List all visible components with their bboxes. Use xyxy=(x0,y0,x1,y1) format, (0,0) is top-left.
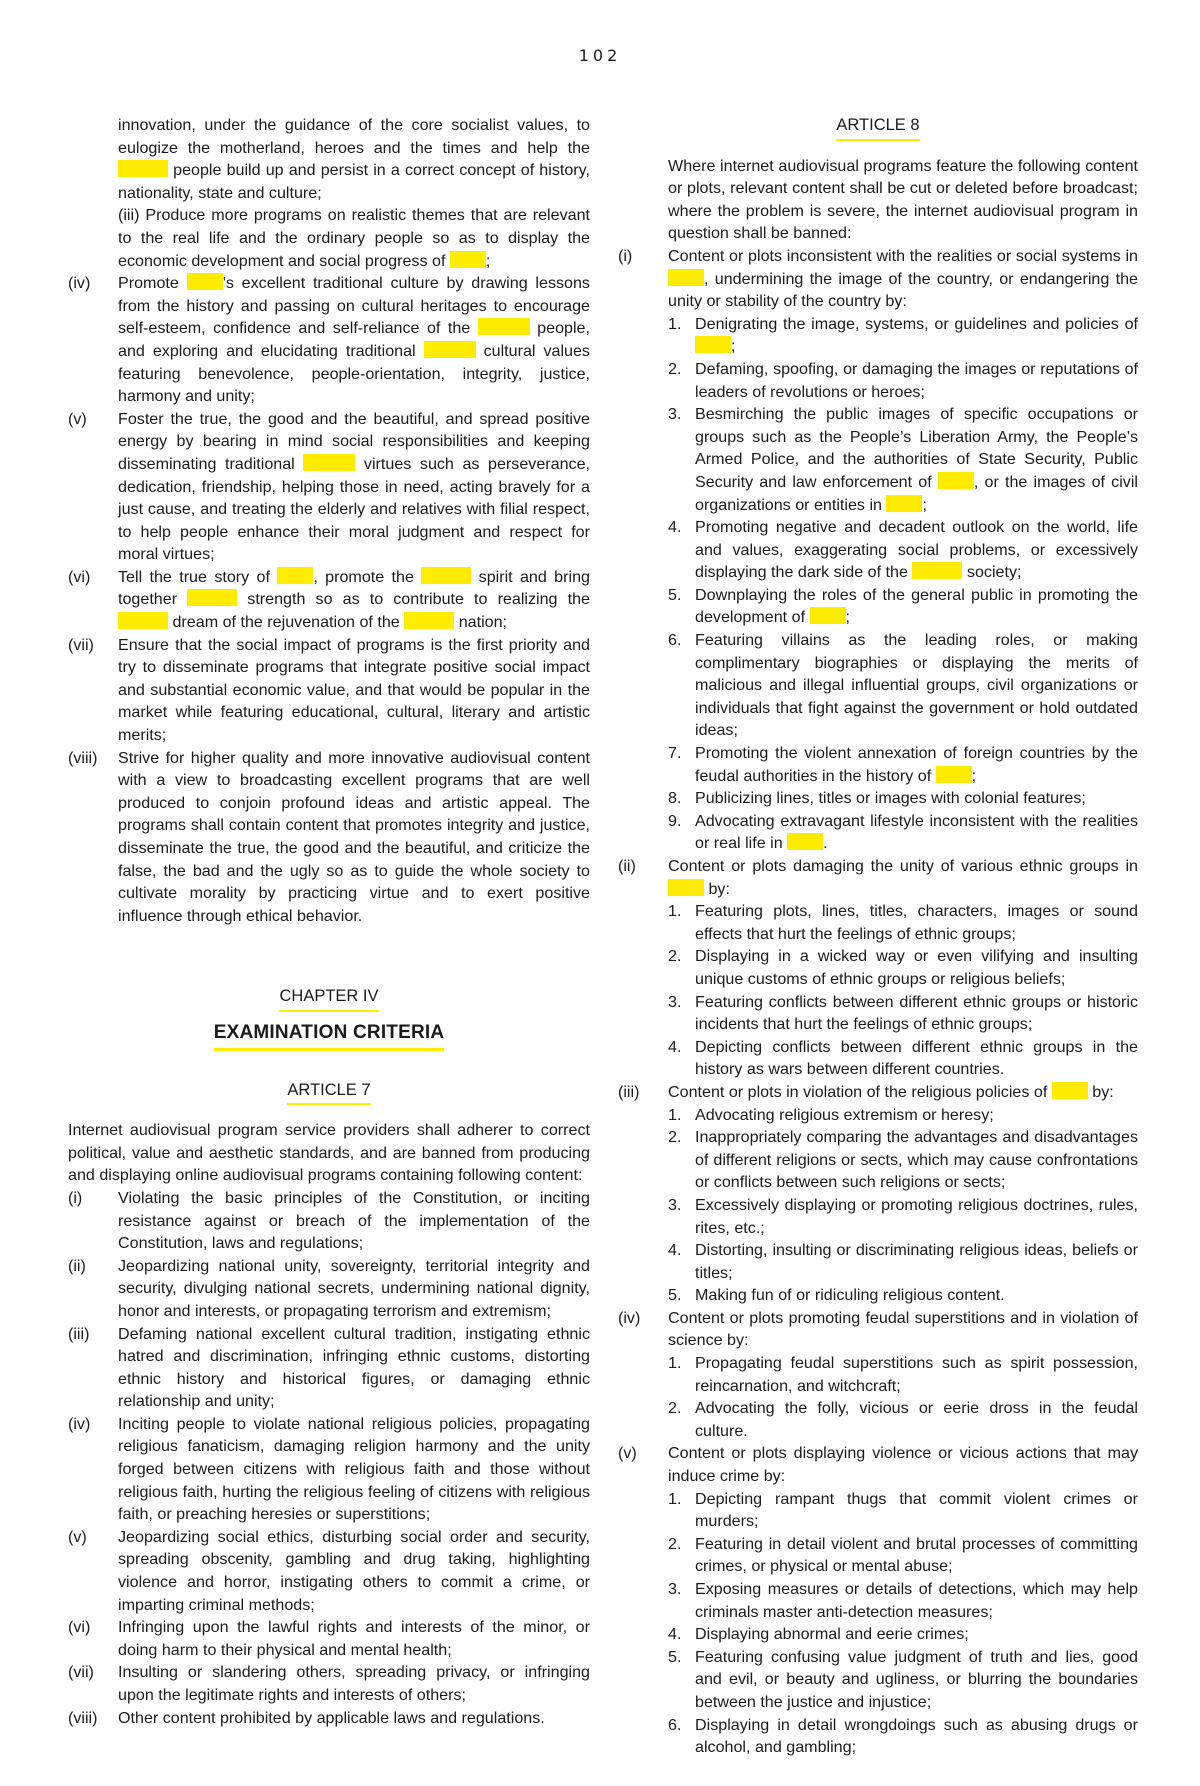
sub-item xyxy=(668,991,1138,1036)
redaction-highlight xyxy=(695,336,731,353)
continued-item-ii xyxy=(118,114,590,204)
text: Content or plots in violation of the religious policies of xyxy=(668,1082,1048,1101)
list-item-viii xyxy=(68,747,590,928)
item-number: (viii) xyxy=(68,748,98,767)
sub-number: 2. xyxy=(668,1128,682,1147)
item-number: (vii) xyxy=(68,1663,94,1682)
text: , promote the xyxy=(313,567,414,586)
sub-number: 6. xyxy=(668,1715,682,1734)
item-text: Infringing upon the lawful rights and interests of the minor, or doing harm to their physical and mental health; xyxy=(118,1618,590,1659)
text: , undermining the image of the country, or endangering the unity or stability of the country by: xyxy=(668,269,1138,311)
item-text xyxy=(668,245,1138,313)
sub-text: Advocating the folly, vicious or eerie dross in the feudal culture. xyxy=(695,1399,1138,1440)
text: Downplaying the roles of the general public in promoting the development of xyxy=(695,585,1138,627)
redaction-highlight xyxy=(450,251,486,268)
redaction-highlight xyxy=(1052,1082,1088,1099)
sub-number: 3. xyxy=(668,992,682,1011)
article-8-item-ii xyxy=(618,855,1138,900)
item-text: Content or plots displaying violence or vicious actions that may induce crime by: xyxy=(668,1444,1138,1486)
article-8-item-iv xyxy=(618,1307,1138,1352)
article-7-title xyxy=(68,1079,590,1106)
text: ; xyxy=(971,766,977,785)
text: Promote xyxy=(118,274,179,293)
left-column xyxy=(68,114,590,1729)
sub-number: 6. xyxy=(668,631,682,650)
sub-text xyxy=(695,742,1138,787)
redaction-highlight xyxy=(810,607,846,624)
text: people, and exploring and elucidating traditional xyxy=(118,319,590,360)
redaction-highlight xyxy=(404,612,454,629)
sub-item xyxy=(668,629,1138,742)
sub-number: 2. xyxy=(668,1399,682,1418)
sub-number: 1. xyxy=(668,1354,682,1373)
article-7-item xyxy=(68,1255,590,1323)
article-title-text: ARTICLE 8 xyxy=(836,114,919,141)
sub-item xyxy=(668,787,1138,810)
sub-text xyxy=(695,516,1138,584)
redaction-highlight xyxy=(421,567,471,584)
sub-text: Displaying in detail wrongdoings such as abusing drugs or alcohol, and gambling; xyxy=(695,1715,1138,1757)
article-title-text: ARTICLE 7 xyxy=(287,1079,370,1106)
sub-item xyxy=(668,810,1138,855)
sub-item xyxy=(668,584,1138,629)
sub-number: 5. xyxy=(668,585,682,604)
text: Advocating extravagant lifestyle inconsistent with the realities or real life in xyxy=(695,811,1138,853)
item-number: (iv) xyxy=(618,1308,641,1327)
sub-item xyxy=(668,1646,1138,1714)
chapter-title-text: EXAMINATION CRITERIA xyxy=(214,1022,445,1051)
text: innovation, under the guidance of the core socialist values, to eulogize the motherland, heroes and the times and help the xyxy=(118,116,590,157)
item-text: Strive for higher quality and more innovative audiovisual content with a view to broadcasting excellent programs that are well produced to conjoin profound ideas and artistic appeal. The programs shall contain content that promotes integrity and justice, disseminate the true, the good and the beautiful, and criticize the false, the bad and the ugly so as to guide the whole society to cultivate morality by practicing virtue and to exert positive influence through ethical behavior. xyxy=(118,748,590,925)
sub-number: 5. xyxy=(668,1647,682,1666)
item-text xyxy=(668,855,1138,900)
item-text xyxy=(118,272,590,408)
sub-text: Distorting, insulting or discriminating religious ideas, beliefs or titles; xyxy=(695,1241,1138,1282)
text: Tell the true story of xyxy=(118,567,270,586)
spacer xyxy=(68,1012,590,1022)
item-text: Jeopardizing social ethics, disturbing social order and security, spreading obscenity, gambling and drug taking, highlighting violence and horror, instigating others to commit a crime, or imparting criminal methods; xyxy=(118,1527,590,1614)
item-number: (i) xyxy=(68,1188,83,1207)
redaction-highlight xyxy=(938,472,974,489)
text: people build up and persist in a correct concept of history, nationality, state and culture; xyxy=(118,161,590,202)
item-text: Other content prohibited by applicable laws and regulations. xyxy=(118,1708,545,1727)
sub-item xyxy=(668,1126,1138,1194)
sub-item xyxy=(668,358,1138,403)
text: spirit and bring together xyxy=(118,567,590,609)
item-text: Violating the basic principles of the Constitution, or inciting resistance against or breach of the implementation of the Constitution, laws and regulations; xyxy=(118,1188,590,1253)
article-7-item xyxy=(68,1187,590,1255)
text: ; xyxy=(845,608,851,627)
sub-text: Advocating religious extremism or heresy; xyxy=(695,1105,994,1124)
sub-item xyxy=(668,945,1138,990)
item-number: (iii) xyxy=(68,1324,90,1343)
item-text: Defaming national excellent cultural tradition, instigating ethnic hatred and discrimination, infringing ethnic customs, distorting ethnic history and historical figures, or damaging ethnic relationship and unity; xyxy=(118,1324,590,1411)
item-number: (ii) xyxy=(68,1256,86,1275)
article-7-item xyxy=(68,1323,590,1413)
article-8-intro: Where internet audiovisual programs feature the following content or plots, relevant content shall be cut or deleted before broadcast; where the problem is severe, the internet audiovisual program in question shall be banned: xyxy=(668,156,1138,243)
sub-item xyxy=(668,1194,1138,1239)
list-item-v xyxy=(68,408,590,566)
sub-item xyxy=(668,1352,1138,1397)
article-7-item xyxy=(68,1526,590,1616)
spacer xyxy=(68,927,590,985)
sub-text xyxy=(695,810,1138,855)
text: virtues such as perseverance, dedication, friendship, helping those in need, acting bravely for a just cause, and treating the elderly and relatives with filial respect, to help people enhance their moral judgment and respect for moral virtues; xyxy=(118,454,591,564)
text: cultural values featuring benevolence, people-orientation, integrity, justice, harmony and unity; xyxy=(118,341,590,406)
redaction-highlight xyxy=(277,567,313,584)
text: Content or plots damaging the unity of various ethnic groups in xyxy=(668,857,1138,875)
sub-item xyxy=(668,516,1138,584)
item-text xyxy=(118,566,590,634)
text: , or the images of civil organizations or entities in xyxy=(695,472,1138,514)
list-item-vii xyxy=(68,634,590,747)
sub-number: 2. xyxy=(668,1534,682,1553)
item-number: (vi) xyxy=(68,567,91,586)
sub-item xyxy=(668,313,1138,358)
redaction-highlight xyxy=(912,562,962,579)
page-number: 102 xyxy=(578,46,622,65)
item-text xyxy=(118,408,590,566)
sub-item xyxy=(668,1533,1138,1578)
item-text: Inciting people to violate national religious policies, propagating religious fanaticism, damaging religion harmony and the unity forged between citizens with religious faith and those without religious faith, hurting the religious feeling of citizens with religious faith, or preaching heresies or superstitions; xyxy=(118,1414,590,1524)
sub-item xyxy=(668,742,1138,787)
list-item-iv xyxy=(68,272,590,408)
chapter-title xyxy=(68,1022,590,1051)
sub-text: Making fun of or ridiculing religious content. xyxy=(695,1286,1005,1305)
redaction-highlight xyxy=(668,879,704,896)
redaction-highlight xyxy=(478,318,530,335)
redaction-highlight xyxy=(303,454,355,471)
redaction-highlight xyxy=(787,833,823,850)
sub-number: 8. xyxy=(668,789,682,808)
item-number: (ii) xyxy=(618,857,636,875)
sub-text: Defaming, spoofing, or damaging the images or reputations of leaders of revolutions or heroes; xyxy=(695,359,1138,401)
text: ; xyxy=(922,495,927,514)
sub-item xyxy=(668,1488,1138,1533)
item-number: (iv) xyxy=(68,1414,91,1433)
sub-text: Featuring conflicts between different ethnic groups or historic incidents that hurt the feelings of ethnic groups; xyxy=(695,992,1138,1034)
item-number: (v) xyxy=(68,1527,87,1546)
redaction-highlight xyxy=(118,160,168,177)
article-8-title xyxy=(618,114,1138,141)
sub-item xyxy=(668,403,1138,516)
sub-text: Featuring plots, lines, titles, characters, images or sound effects that hurt the feelings of ethnic groups; xyxy=(695,902,1138,943)
text: strength so as to contribute to realizing the xyxy=(247,590,590,609)
text: by: xyxy=(1092,1082,1114,1101)
text: Denigrating the image, systems, or guidelines and policies of xyxy=(695,314,1138,333)
sub-text: Exposing measures or details of detections, which may help criminals master anti-detection measures; xyxy=(695,1580,1138,1621)
item-number: (v) xyxy=(618,1444,637,1463)
text: nation; xyxy=(458,613,508,632)
item-text: Insulting or slandering others, spreading privacy, or infringing upon the legitimate rights and interests of others; xyxy=(118,1663,590,1704)
text: ; xyxy=(485,251,491,270)
sub-number: 4. xyxy=(668,1625,682,1644)
text: Besmirching the public images of specific occupations or groups such as the People’s Liberation Army, the People’s Armed Police, and the authorities of State Security, Public Security and law enforcement of xyxy=(695,405,1138,491)
sub-item xyxy=(668,1714,1138,1759)
spacer xyxy=(68,1105,590,1119)
sub-text xyxy=(695,313,1138,358)
chapter-text: CHAPTER IV xyxy=(279,985,378,1012)
redaction-highlight xyxy=(187,273,223,290)
item-number: (vi) xyxy=(68,1618,91,1637)
sub-number: 1. xyxy=(668,1105,682,1124)
sub-text: Displaying in a wicked way or even vilifying and insulting unique customs of ethnic groups or religious beliefs; xyxy=(695,947,1138,988)
redaction-highlight xyxy=(424,341,476,358)
item-number: (iv) xyxy=(68,274,91,293)
text: Foster the true, the good and the beautiful, and spread positive energy by bearing in mind social responsibilities and keeping disseminating traditional xyxy=(118,409,590,473)
sub-item xyxy=(668,1104,1138,1127)
sub-item xyxy=(668,1578,1138,1623)
sub-number: 4. xyxy=(668,1241,682,1260)
article-8-item-iii xyxy=(618,1081,1138,1104)
item-text: Ensure that the social impact of programs is the first priority and try to disseminate programs that integrate positive social impact and substantial economic value, and that would be popular in the market while featuring educational, cultural, literary and artistic merits; xyxy=(118,635,590,745)
sub-number: 5. xyxy=(668,1286,682,1305)
text: ’s excellent traditional culture by drawing lessons from the history and passing on cultural heritages to encourage self-esteem, confidence and self-reliance of the xyxy=(118,274,590,338)
sub-text: Featuring villains as the leading roles, or making complimentary biographies or displaying the merits of malicious and illegal influential groups, civil organizations or individuals that fight against the government or hold outdated ideas; xyxy=(695,631,1138,740)
sub-text: Publicizing lines, titles or images with colonial features; xyxy=(695,789,1086,808)
sub-number: 9. xyxy=(668,811,682,830)
spacer xyxy=(68,1051,590,1079)
chapter-label xyxy=(68,985,590,1012)
item-number: (vii) xyxy=(68,635,94,654)
sub-number: 7. xyxy=(668,744,682,763)
sub-number: 3. xyxy=(668,1580,682,1598)
text: Content or plots inconsistent with the realities or social systems in xyxy=(668,246,1138,265)
item-number: (viii) xyxy=(68,1708,98,1727)
list-item-vi xyxy=(68,566,590,634)
redaction-highlight xyxy=(668,269,704,286)
item-text: Content or plots promoting feudal superstitions and in violation of science by: xyxy=(668,1308,1138,1350)
sub-number: 2. xyxy=(668,359,682,378)
sub-number: 2. xyxy=(668,947,682,966)
sub-number: 4. xyxy=(668,518,682,537)
continued-item-iii xyxy=(118,204,590,272)
spacer xyxy=(618,141,1138,155)
sub-number: 3. xyxy=(668,1195,682,1214)
redaction-highlight xyxy=(118,612,168,629)
sub-item xyxy=(668,1284,1138,1307)
article-7-intro: Internet audiovisual program service providers shall adherer to correct political, value and aesthetic standards, and are banned from producing and displaying online audiovisual programs containing following content: xyxy=(68,1121,590,1185)
item-number: (i) xyxy=(618,246,633,265)
sub-text: Propagating feudal superstitions such as spirit possession, reincarnation, and witchcraft; xyxy=(695,1354,1138,1395)
item-number: (iii) xyxy=(618,1082,640,1101)
article-7-item xyxy=(68,1616,590,1661)
article-8-item-i xyxy=(618,245,1138,313)
sub-number: 4. xyxy=(668,1037,682,1056)
sub-text: Depicting conflicts between different ethnic groups in the history as wars between different countries. xyxy=(695,1037,1138,1079)
text: Promoting the violent annexation of foreign countries by the feudal authorities in the history of xyxy=(695,744,1138,785)
article-7-item xyxy=(68,1707,590,1730)
sub-text: Featuring in detail violent and brutal processes of committing crimes, or physical or mental abuse; xyxy=(695,1534,1138,1576)
sub-text xyxy=(695,584,1138,629)
sub-text: Depicting rampant thugs that commit violent crimes or murders; xyxy=(695,1489,1138,1531)
item-text xyxy=(668,1081,1138,1104)
article-7-item xyxy=(68,1661,590,1706)
redaction-highlight xyxy=(187,589,237,606)
sub-item xyxy=(668,900,1138,945)
article-8-item-v xyxy=(618,1442,1138,1487)
sub-text: Inappropriately comparing the advantages and disadvantages of different religions or sects, which may cause confrontations or conflicts between such religions or sects; xyxy=(695,1128,1138,1192)
item-text: Jeopardizing national unity, sovereignty, territorial integrity and security, divulging national secrets, undermining national dignity, honor and interests, or propagating terrorism and extremism; xyxy=(118,1256,590,1320)
text: ; xyxy=(731,337,736,356)
sub-item xyxy=(668,1239,1138,1284)
sub-text xyxy=(695,403,1138,516)
sub-number: 1. xyxy=(668,314,682,333)
article-7-item xyxy=(68,1413,590,1526)
sub-number: 1. xyxy=(668,1489,682,1508)
sub-item xyxy=(668,1397,1138,1442)
sub-text: Featuring confusing value judgment of truth and lies, good and evil, or beauty and ugliness, or blurring the boundaries between the justice and injustice; xyxy=(695,1647,1138,1711)
item-number: (v) xyxy=(68,409,87,428)
text: (iii) Produce more programs on realistic themes that are relevant to the real life and the ordinary people so as to display the economic development and social progress of xyxy=(118,206,590,270)
text: dream of the rejuvenation of the xyxy=(172,613,400,632)
sub-text: Displaying abnormal and eerie crimes; xyxy=(695,1625,969,1644)
sub-text: Excessively displaying or promoting religious doctrines, rules, rites, etc.; xyxy=(695,1195,1138,1237)
right-column xyxy=(618,114,1138,1759)
text: by: xyxy=(708,879,730,898)
sub-number: 1. xyxy=(668,902,682,921)
text: . xyxy=(823,834,828,853)
sub-item xyxy=(668,1623,1138,1646)
redaction-highlight xyxy=(886,495,922,512)
text: Promoting negative and decadent outlook on the world, life and values, exaggerating social problems, or excessively displaying the dark side of the xyxy=(695,518,1138,582)
text: society; xyxy=(966,563,1022,582)
redaction-highlight xyxy=(936,766,972,783)
sub-item xyxy=(668,1036,1138,1081)
sub-number: 3. xyxy=(668,405,682,424)
